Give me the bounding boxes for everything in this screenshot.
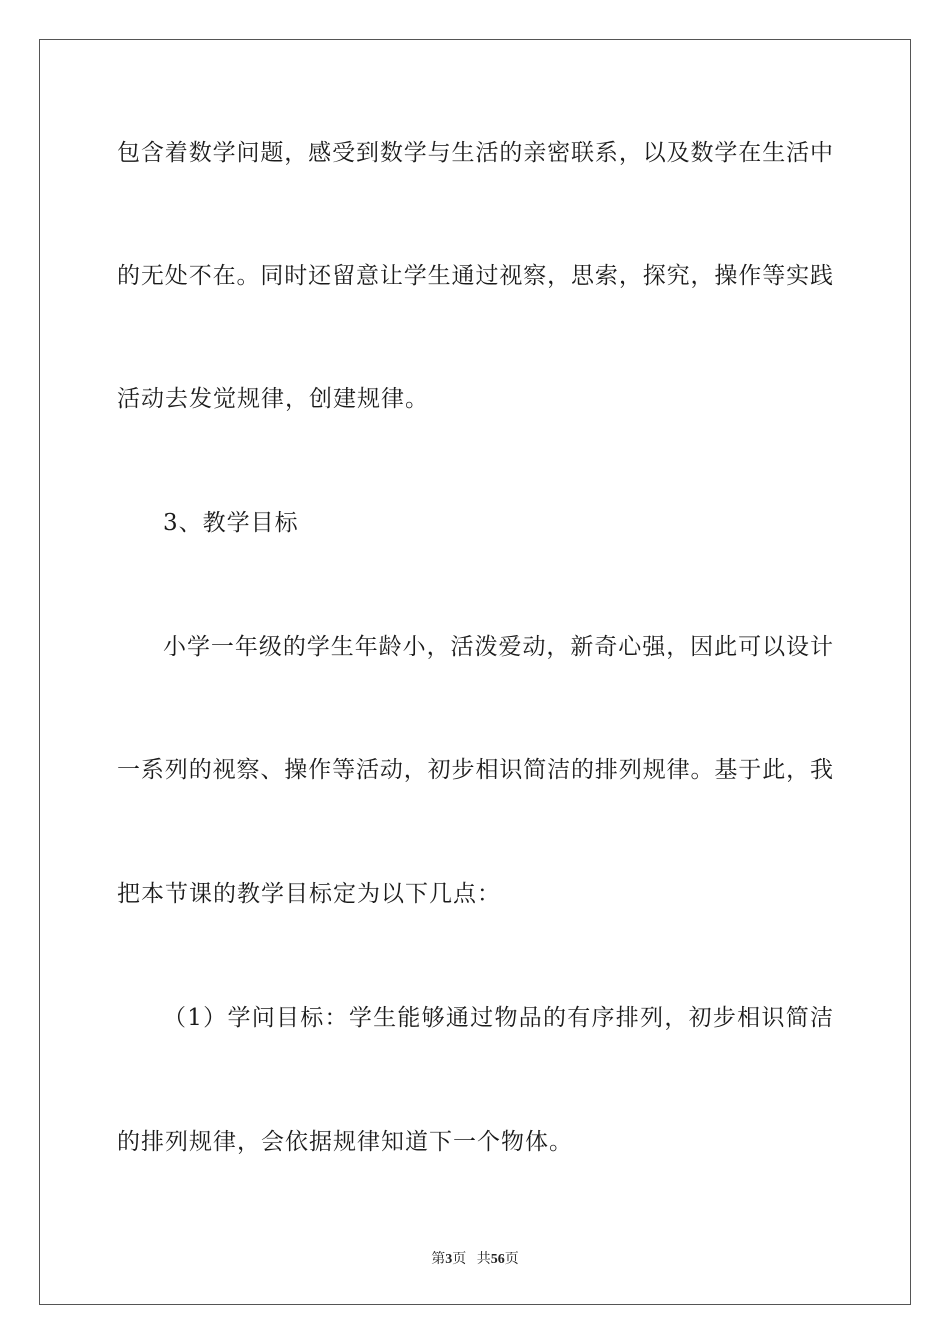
body-text-line: 活动去发觉规律，创建规律。 [117,386,429,412]
total-suffix: 页 [504,1252,519,1267]
total-pages: 56 [490,1252,505,1267]
page-footer [0,1248,950,1268]
body-text-line: 小学一年级的学生年龄小，活泼爱动，新奇心强，因此可以设计 [163,634,833,660]
page-suffix: 页 [452,1252,467,1267]
page-frame [39,39,911,1305]
page-prefix: 第 [431,1252,446,1267]
page-number: 3 [445,1252,453,1267]
section-heading: 3、教学目标 [163,510,299,536]
body-text-line: 的无处不在。同时还留意让学生通过视察，思索，探究，操作等实践 [117,263,833,289]
body-text-line: （1）学问目标：学生能够通过物品的有序排列，初步相识简洁 [163,1005,833,1031]
body-text-line: 的排列规律，会依据规律知道下一个物体。 [117,1129,573,1155]
body-text-line: 把本节课的教学目标定为以下几点： [117,881,501,907]
total-prefix: 共 [476,1252,491,1267]
body-text-line: 一系列的视察、操作等活动，初步相识简洁的排列规律。基于此，我 [117,757,833,783]
body-text-line: 包含着数学问题，感受到数学与生活的亲密联系，以及数学在生活中 [117,140,833,166]
